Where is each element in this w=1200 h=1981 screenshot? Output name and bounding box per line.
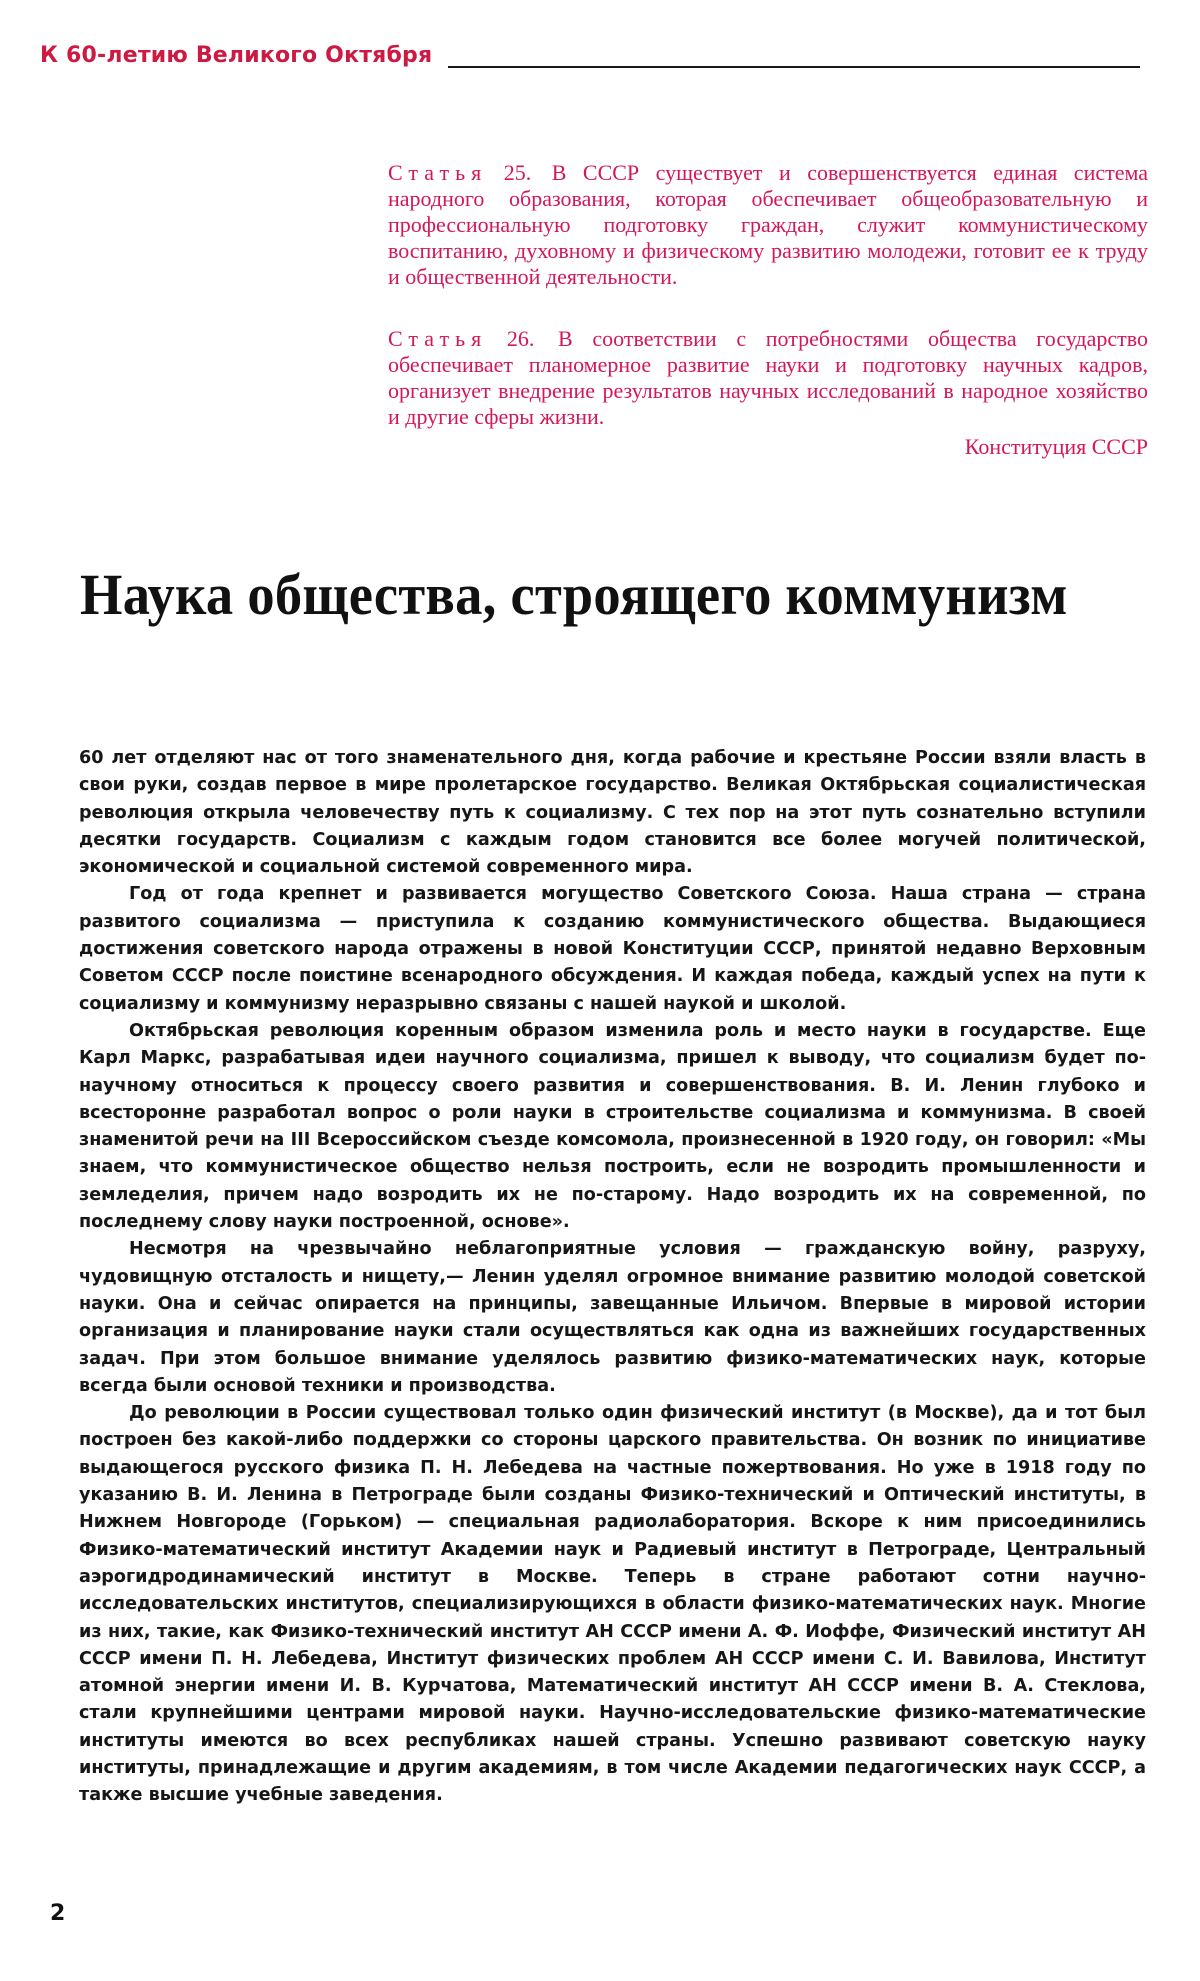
article-text: В СССР существует и совершенствуется единая система народного образования, которая обеспечивает общеобразовательную и профессиональную подготовку граждан, служит коммунистическому воспитанию, духовному и физическому развитию молодежи, готовит ее к труду и общественной деятельности. [388, 160, 1149, 289]
epigraph-source: Конституция СССР [964, 434, 1148, 459]
header-rule [448, 66, 1140, 68]
section-title: К 60-летию Великого Октября [40, 43, 433, 68]
page-number: 2 [50, 1901, 66, 1926]
article-number: 25. [503, 160, 532, 185]
article-label: Статья [388, 326, 488, 351]
constitution-article-25 [388, 160, 1148, 290]
article-label: Статья [388, 160, 488, 185]
body-paragraph: Октябрьская революция коренным образом изменила роль и место науки в государстве. Еще Карл Маркс, разрабатывая идеи научного социализма, пришел к выводу, что социализм будет по-научному относиться к процессу своего развития и совершенствования. В. И. Ленин глубоко и всесторонне разработал вопрос о роли науки в строительстве социализма и коммунизма. В своей знаменитой речи на III Всероссийском съезде комсомола, произнесенной в 1920 году, он говорил: «Мы знаем, что коммунистическое общество нельзя построить, если не возродить промышленности и земледелия, причем надо возродить их не по-старому. Надо возродить их на современной, по последнему слову науки построенной, основе». [79, 1020, 1146, 1233]
body-paragraph: Год от года крепнет и развивается могущество Советского Союза. Наша страна — страна развитого социализма — приступила к созданию коммунистического общества. Выдающиеся достижения советского народа отражены в новой Конституции СССР, принятой недавно Верховным Советом СССР после поистине всенародного обсуждения. И каждая победа, каждый успех на пути к социализму и коммунизму неразрывно связаны с нашей наукой и школой. [79, 884, 1146, 1014]
article-title: Наука общества, строящего коммунизм [80, 562, 1068, 627]
body-paragraph: Несмотря на чрезвычайно неблагоприятные условия — гражданскую войну, разруху, чудовищную отсталость и нищету,— Ленин уделял огромное внимание развитию молодой советской науки. Она и сейчас опирается на принципы, завещанные Ильичом. Впервые в мировой истории организация и планирование науки стали осуществляться как одна из важнейших государственных задач. При этом большое внимание уделялось развитию физико-математических наук, которые всегда были основой техники и производства. [79, 1239, 1146, 1396]
constitution-article-26 [388, 326, 1148, 430]
article-number: 26. [506, 326, 535, 351]
article-body [79, 745, 1146, 1810]
constitution-epigraph [388, 160, 1148, 460]
body-paragraph: До революции в России существовал только один физический институт (в Москве), да и тот был построен без какой-либо поддержки со стороны царского правительства. Он возник по инициативе выдающегося русского физика П. Н. Лебедева на частные пожертвования. Но уже в 1918 году по указанию В. И. Ленина в Петрограде были созданы Физико-технический и Оптический институты, в Нижнем Новгороде (Горьком) — специальная радиолаборатория. Вскоре к ним присоединились Физико-математический институт Академии наук и Радиевый институт в Петрограде, Центральный аэрогидродинамический институт в Москве. Теперь в стране работают сотни научно-исследовательских институтов, специализирующихся в области физико-математических наук. Многие из них, такие, как Физико-технический институт АН СССР имени А. Ф. Иоффе, Физический институт АН СССР имени П. Н. Лебедева, Институт физических проблем АН СССР имени С. И. Вавилова, Институт атомной энергии имени И. В. Курчатова, Математический институт АН СССР имени В. А. Стеклова, стали крупнейшими центрами мировой науки. Научно-исследовательские физико-математические институты имеются во всех республиках нашей страны. Успешно развивают советскую науку институты, принадлежащие и другим академиям, в том числе Академии педагогических наук СССР, а также высшие учебные заведения. [79, 1403, 1146, 1806]
page-header [40, 44, 1140, 74]
article-text: В соответствии с потребностями общества государство обеспечивает планомерное развитие науки и подготовку научных кадров, организует внедрение результатов научных исследований в народное хозяйство и другие сферы жизни. [388, 326, 1148, 429]
body-paragraph: 60 лет отделяют нас от того знаменательного дня, когда рабочие и крестьяне России взяли власть в свои руки, создав первое в мире пролетарское государство. Великая Октябрьская социалистическая революция открыла человечеству путь к социализму. С тех пор на этот путь сознательно вступили десятки государств. Социализм с каждым годом становится все более могучей политической, экономической и социальной системой современного мира. [79, 748, 1146, 878]
